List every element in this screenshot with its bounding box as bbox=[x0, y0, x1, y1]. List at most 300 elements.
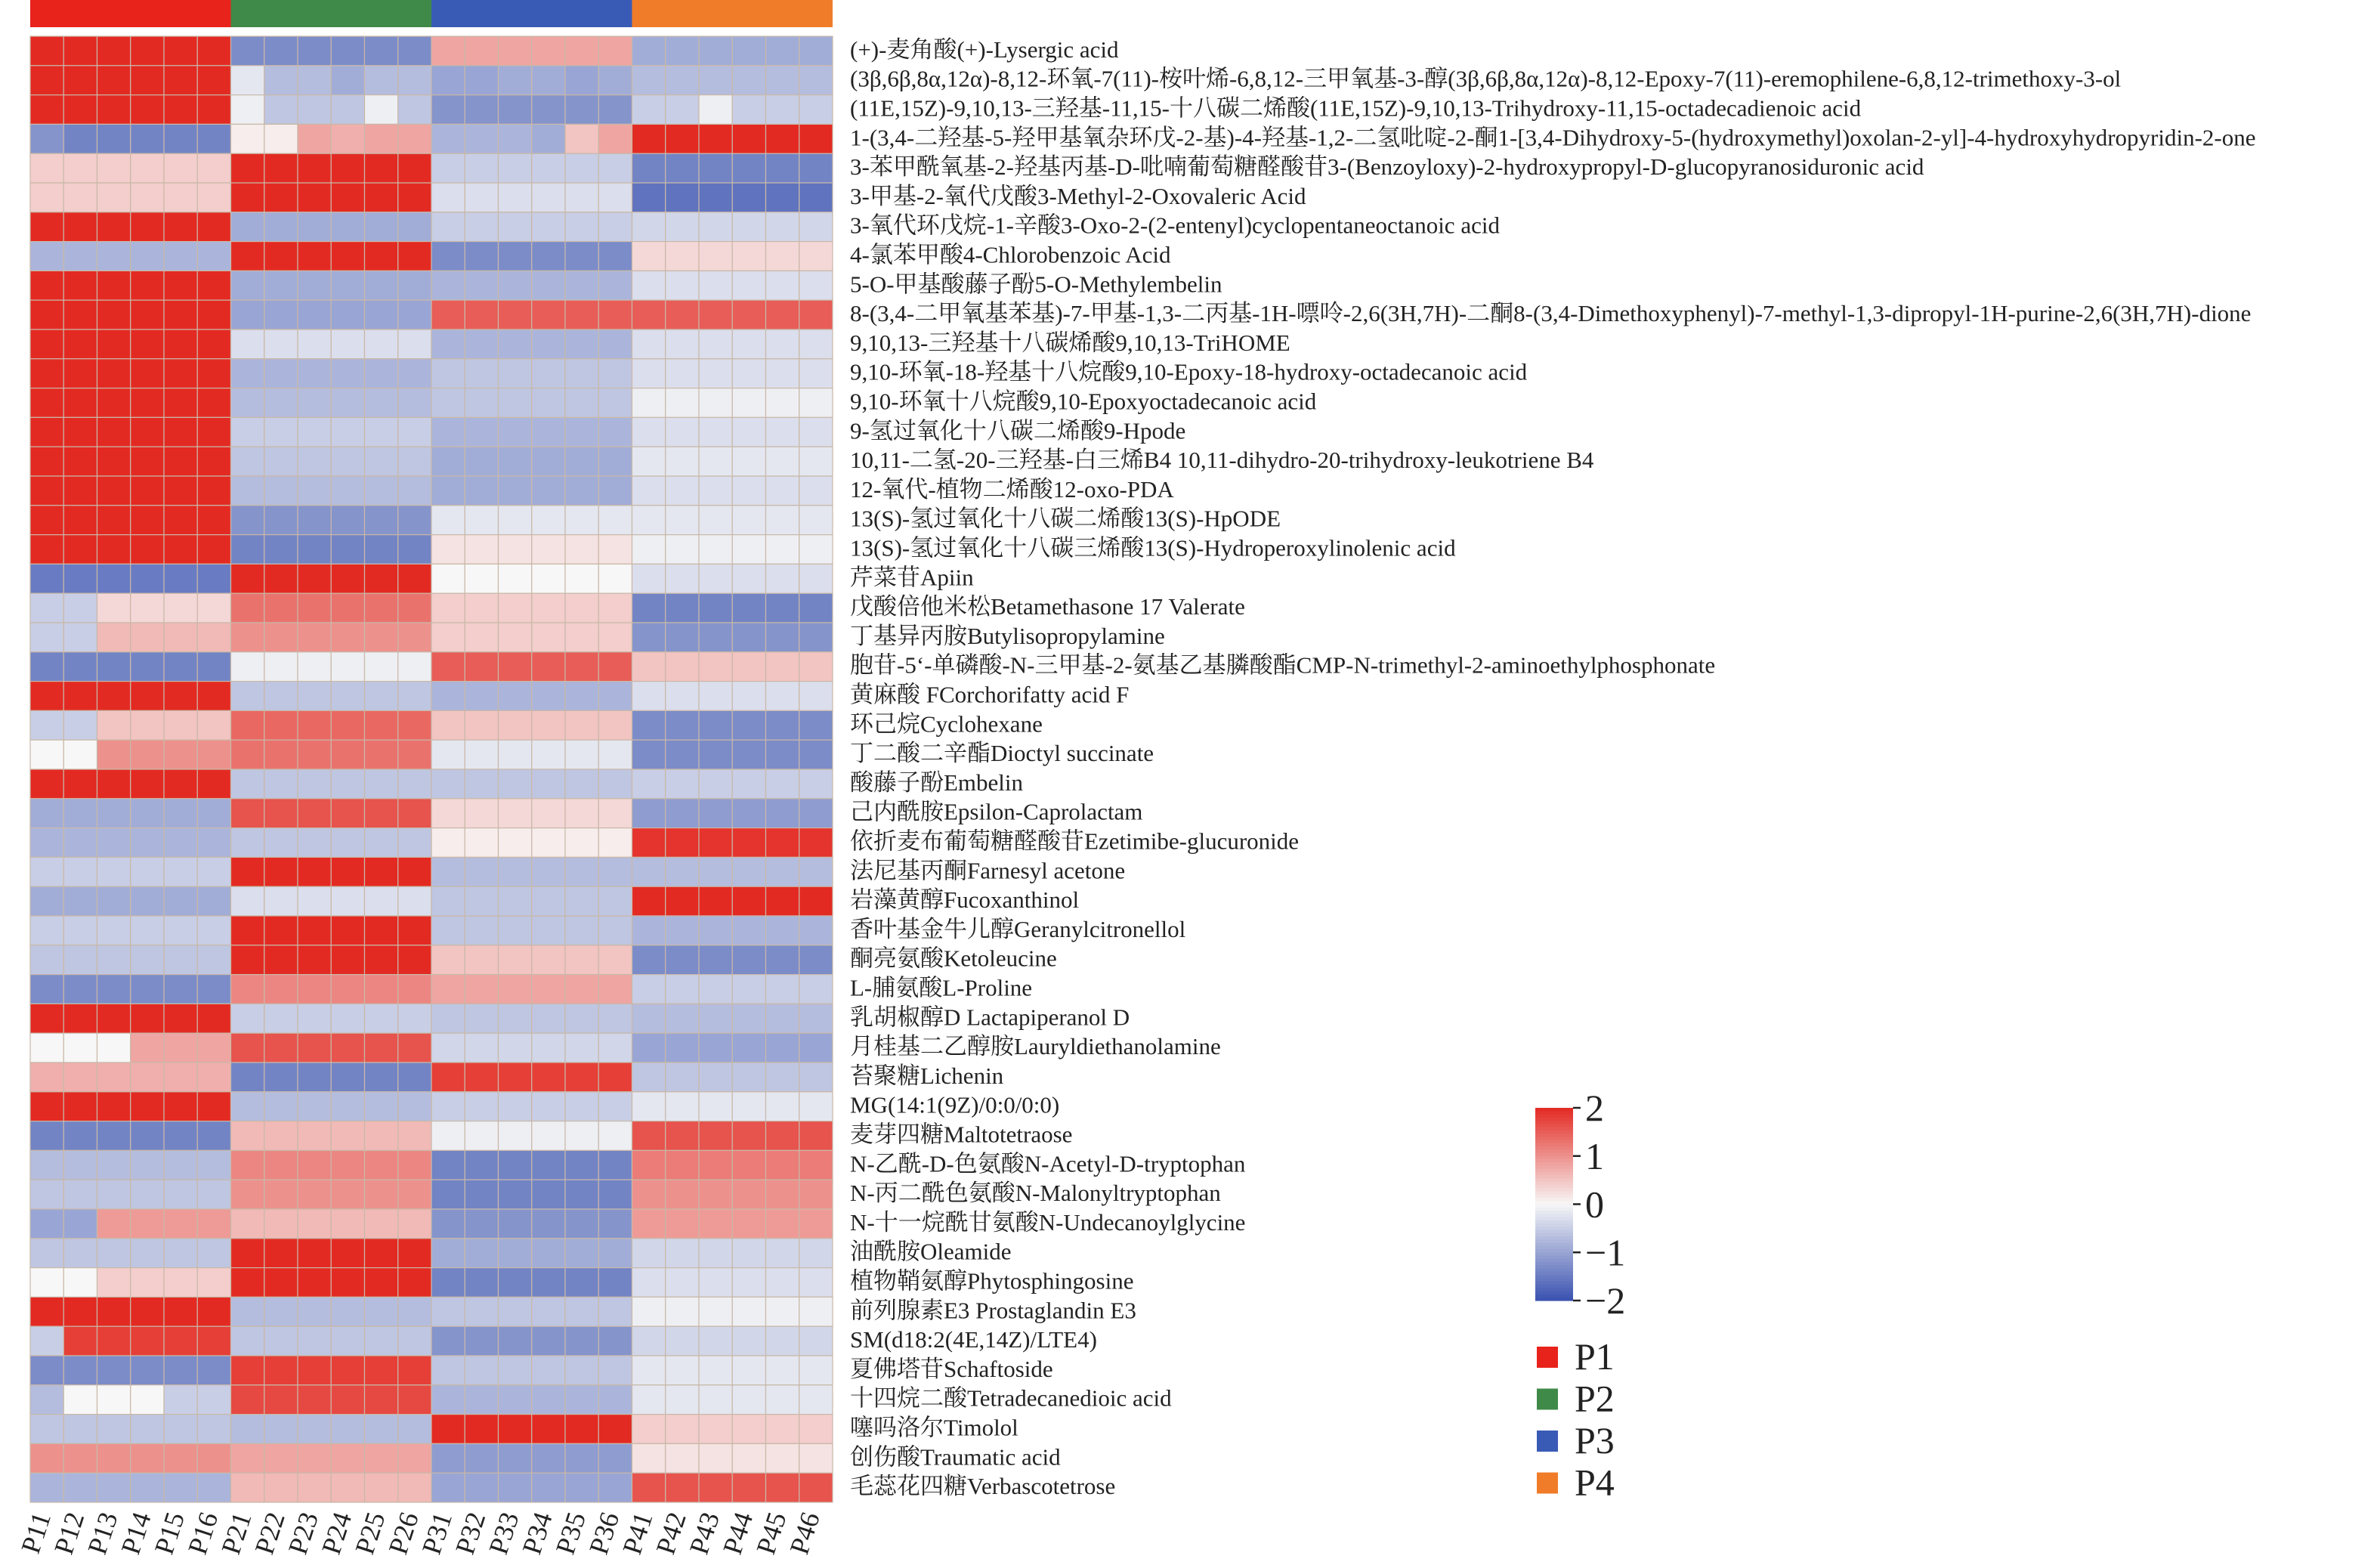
heatmap-cell bbox=[231, 300, 264, 329]
heatmap-cell bbox=[365, 1209, 398, 1239]
heatmap-cell bbox=[431, 1443, 465, 1473]
heatmap-cell bbox=[63, 1415, 97, 1444]
heatmap-cell bbox=[666, 886, 699, 916]
heatmap-cell bbox=[264, 242, 298, 271]
heatmap-cell bbox=[632, 857, 666, 886]
heatmap-cell bbox=[799, 535, 833, 564]
heatmap-cell bbox=[431, 886, 465, 916]
row-label: (11E,15Z)-9,10,13-三羟基-11,15-十八碳二烯酸(11E,15Z)-9,10,13-Trihydroxy-11,15-octadecadienoic acid bbox=[850, 94, 1862, 122]
row-label: 黄麻酸 FCorchorifatty acid F bbox=[850, 681, 1130, 708]
legend-label: P3 bbox=[1575, 1419, 1615, 1461]
heatmap-cell bbox=[632, 769, 666, 799]
heatmap-cell bbox=[30, 417, 63, 447]
heatmap-cell bbox=[131, 388, 164, 418]
heatmap-cell bbox=[365, 388, 398, 418]
heatmap-cell bbox=[565, 1180, 598, 1209]
heatmap-cell bbox=[398, 740, 431, 769]
heatmap-cell bbox=[598, 506, 632, 535]
heatmap-cell bbox=[264, 740, 298, 769]
heatmap-cell bbox=[799, 1443, 833, 1473]
heatmap-cell bbox=[197, 66, 230, 95]
color-scale-step bbox=[1535, 1143, 1573, 1147]
heatmap-cell bbox=[598, 388, 632, 418]
column-label: P43 bbox=[683, 1508, 726, 1558]
heatmap-cell bbox=[699, 329, 732, 359]
group-bar-P3 bbox=[431, 0, 632, 27]
heatmap-cell bbox=[197, 242, 230, 271]
heatmap-cell bbox=[766, 36, 799, 66]
heatmap-cell bbox=[431, 1239, 465, 1268]
heatmap-cell bbox=[63, 652, 97, 682]
heatmap-cell bbox=[632, 417, 666, 447]
heatmap-cell bbox=[30, 183, 63, 212]
heatmap-cell bbox=[598, 271, 632, 300]
heatmap-cell bbox=[598, 828, 632, 858]
heatmap-cell bbox=[97, 447, 131, 476]
color-scale-step bbox=[1535, 1153, 1573, 1157]
heatmap-cell bbox=[799, 799, 833, 828]
row-label: 噻吗洛尔Timolol bbox=[850, 1414, 1018, 1441]
heatmap-cell bbox=[197, 1356, 230, 1385]
heatmap-cell bbox=[499, 359, 532, 388]
heatmap-cell bbox=[565, 916, 598, 945]
heatmap-cell bbox=[598, 1092, 632, 1121]
row-label: 芹菜苷Apiin bbox=[850, 564, 974, 591]
heatmap-cell bbox=[532, 682, 565, 711]
heatmap-cell bbox=[164, 36, 197, 66]
heatmap-cell bbox=[398, 183, 431, 212]
heatmap-cell bbox=[532, 945, 565, 975]
heatmap-cell bbox=[465, 124, 498, 153]
heatmap-cell bbox=[331, 1033, 364, 1062]
heatmap-cell bbox=[331, 769, 364, 799]
heatmap-cell bbox=[164, 153, 197, 183]
heatmap-cell bbox=[298, 1121, 331, 1151]
heatmap-cell bbox=[365, 506, 398, 535]
legend-label: P2 bbox=[1575, 1377, 1615, 1420]
heatmap-cell bbox=[298, 1062, 331, 1092]
heatmap-cell bbox=[598, 1121, 632, 1151]
heatmap-cell bbox=[666, 652, 699, 682]
heatmap-cell bbox=[197, 36, 230, 66]
heatmap-cell bbox=[632, 329, 666, 359]
heatmap-cell bbox=[264, 1268, 298, 1298]
heatmap-cell bbox=[431, 1092, 465, 1121]
heatmap-cell bbox=[732, 828, 765, 858]
heatmap-cell bbox=[532, 1033, 565, 1062]
color-scale-step bbox=[1535, 1272, 1573, 1276]
heatmap-cell bbox=[164, 417, 197, 447]
heatmap-cell bbox=[532, 769, 565, 799]
heatmap-cell bbox=[231, 271, 264, 300]
heatmap-cell bbox=[465, 916, 498, 945]
heatmap-cell bbox=[97, 1092, 131, 1121]
heatmap-cell bbox=[63, 564, 97, 593]
row-label: 酮亮氨酸Ketoleucine bbox=[850, 945, 1057, 972]
heatmap-cell bbox=[766, 535, 799, 564]
heatmap-cell bbox=[666, 153, 699, 183]
heatmap-cell bbox=[532, 447, 565, 476]
color-scale-step bbox=[1535, 1285, 1573, 1288]
heatmap-cell bbox=[465, 1062, 498, 1092]
heatmap-cell bbox=[231, 1268, 264, 1298]
heatmap-cell bbox=[699, 300, 732, 329]
heatmap-cell bbox=[632, 799, 666, 828]
heatmap-cell bbox=[164, 799, 197, 828]
heatmap-cell bbox=[532, 652, 565, 682]
heatmap-cell bbox=[331, 1062, 364, 1092]
heatmap-cell bbox=[431, 1415, 465, 1444]
heatmap-cell bbox=[766, 1268, 799, 1298]
heatmap-cell bbox=[97, 1443, 131, 1473]
heatmap-cell bbox=[431, 1150, 465, 1180]
heatmap-cell bbox=[30, 1062, 63, 1092]
heatmap-cell bbox=[197, 740, 230, 769]
heatmap-cell bbox=[365, 828, 398, 858]
heatmap-cell bbox=[699, 769, 732, 799]
heatmap-cell bbox=[565, 153, 598, 183]
heatmap-cell bbox=[264, 1209, 298, 1239]
heatmap-cell bbox=[666, 329, 699, 359]
heatmap-cell bbox=[131, 710, 164, 740]
heatmap-cell bbox=[565, 769, 598, 799]
heatmap-cell bbox=[131, 1004, 164, 1033]
heatmap-cell bbox=[465, 682, 498, 711]
heatmap-cell bbox=[264, 857, 298, 886]
heatmap-cell bbox=[666, 1415, 699, 1444]
heatmap-cell bbox=[331, 593, 364, 623]
heatmap-cell bbox=[799, 212, 833, 242]
heatmap-cell bbox=[331, 1121, 364, 1151]
heatmap-cell bbox=[63, 1268, 97, 1298]
heatmap-cell bbox=[598, 153, 632, 183]
heatmap-cell bbox=[431, 1356, 465, 1385]
heatmap-cell bbox=[331, 564, 364, 593]
heatmap-cell bbox=[331, 476, 364, 506]
heatmap-cell bbox=[63, 300, 97, 329]
heatmap-cell bbox=[431, 769, 465, 799]
heatmap-cell bbox=[264, 710, 298, 740]
heatmap-cell bbox=[799, 447, 833, 476]
heatmap-cell bbox=[197, 1326, 230, 1356]
heatmap-cell bbox=[532, 916, 565, 945]
heatmap-cell bbox=[732, 564, 765, 593]
heatmap-cell bbox=[30, 682, 63, 711]
color-scale-step bbox=[1535, 1230, 1573, 1234]
heatmap-cell bbox=[499, 417, 532, 447]
heatmap-cell bbox=[699, 828, 732, 858]
heatmap-cell bbox=[63, 36, 97, 66]
row-label: 月桂基二乙醇胺Lauryldiethanolamine bbox=[850, 1033, 1221, 1060]
heatmap-cell bbox=[131, 1473, 164, 1502]
heatmap-cell bbox=[598, 300, 632, 329]
heatmap-cell bbox=[598, 1356, 632, 1385]
group-annotation-bar bbox=[30, 0, 833, 27]
heatmap-cell bbox=[63, 740, 97, 769]
column-labels bbox=[15, 1508, 826, 1558]
heatmap-cell bbox=[532, 66, 565, 95]
heatmap-cell bbox=[197, 1209, 230, 1239]
heatmap-cell bbox=[699, 95, 732, 125]
heatmap-cell bbox=[799, 1033, 833, 1062]
heatmap-cell bbox=[30, 300, 63, 329]
heatmap-cell bbox=[365, 1121, 398, 1151]
column-label: P32 bbox=[449, 1508, 492, 1558]
color-scale-step bbox=[1535, 1149, 1573, 1153]
heatmap-cell bbox=[666, 506, 699, 535]
heatmap-cell bbox=[431, 1033, 465, 1062]
heatmap-cell bbox=[499, 1150, 532, 1180]
color-scale-step bbox=[1535, 1220, 1573, 1224]
heatmap-cell bbox=[499, 769, 532, 799]
heatmap-cell bbox=[532, 740, 565, 769]
heatmap-cell bbox=[231, 828, 264, 858]
heatmap-cell bbox=[131, 975, 164, 1004]
heatmap-cell bbox=[565, 329, 598, 359]
heatmap-cell bbox=[231, 1385, 264, 1415]
heatmap-cell bbox=[465, 975, 498, 1004]
heatmap-cell bbox=[431, 300, 465, 329]
heatmap-cell bbox=[799, 1004, 833, 1033]
heatmap-cell bbox=[532, 886, 565, 916]
heatmap-cell bbox=[131, 1209, 164, 1239]
heatmap-cell bbox=[164, 623, 197, 652]
heatmap-cell bbox=[431, 535, 465, 564]
heatmap-cell bbox=[499, 1297, 532, 1326]
heatmap-cell bbox=[365, 886, 398, 916]
heatmap-cell bbox=[30, 710, 63, 740]
heatmap-cell bbox=[632, 66, 666, 95]
heatmap-cell bbox=[699, 1473, 732, 1502]
color-scale-step bbox=[1535, 1146, 1573, 1150]
heatmap-cell bbox=[766, 417, 799, 447]
row-label: N-十一烷酰甘氨酸N-Undecanoylglycine bbox=[850, 1208, 1246, 1236]
heatmap-cell bbox=[732, 447, 765, 476]
heatmap-cell bbox=[598, 1239, 632, 1268]
heatmap-cell bbox=[499, 1092, 532, 1121]
heatmap-cell bbox=[331, 1092, 364, 1121]
heatmap-cell bbox=[598, 1209, 632, 1239]
heatmap-cell bbox=[499, 388, 532, 418]
heatmap-cell bbox=[565, 799, 598, 828]
heatmap-cell bbox=[766, 1297, 799, 1326]
heatmap-cell bbox=[30, 447, 63, 476]
heatmap-cell bbox=[331, 36, 364, 66]
heatmap-cell bbox=[499, 593, 532, 623]
heatmap-cell bbox=[164, 1062, 197, 1092]
heatmap-cell bbox=[799, 886, 833, 916]
heatmap-cell bbox=[499, 710, 532, 740]
heatmap-cell bbox=[131, 1092, 164, 1121]
heatmap-cell bbox=[431, 124, 465, 153]
heatmap-cell bbox=[766, 1004, 799, 1033]
heatmap-cell bbox=[365, 271, 398, 300]
heatmap-cell bbox=[97, 271, 131, 300]
heatmap-cell bbox=[666, 359, 699, 388]
heatmap-cell bbox=[666, 388, 699, 418]
heatmap-cell bbox=[97, 95, 131, 125]
heatmap-cell bbox=[499, 506, 532, 535]
color-scale-tick-label: −1 bbox=[1585, 1231, 1626, 1274]
column-label: P22 bbox=[249, 1508, 291, 1558]
heatmap-cell bbox=[30, 153, 63, 183]
heatmap-cell bbox=[499, 66, 532, 95]
row-label: 毛蕊花四糖Verbascotetrose bbox=[850, 1473, 1116, 1500]
heatmap-cell bbox=[732, 1326, 765, 1356]
heatmap-cell bbox=[398, 1443, 431, 1473]
heatmap-cell bbox=[131, 1033, 164, 1062]
column-label: P11 bbox=[15, 1508, 57, 1557]
heatmap-cell bbox=[532, 95, 565, 125]
heatmap-cell bbox=[499, 212, 532, 242]
heatmap-cell bbox=[799, 1415, 833, 1444]
heatmap-cell bbox=[365, 476, 398, 506]
legend-swatch-P1 bbox=[1537, 1347, 1558, 1368]
heatmap-cell bbox=[231, 799, 264, 828]
heatmap-cell bbox=[799, 1297, 833, 1326]
heatmap-cell bbox=[699, 1443, 732, 1473]
heatmap-cell bbox=[264, 593, 298, 623]
heatmap-cell bbox=[799, 329, 833, 359]
heatmap-cell bbox=[598, 535, 632, 564]
heatmap-cell bbox=[666, 1326, 699, 1356]
heatmap-cell bbox=[197, 945, 230, 975]
heatmap-cell bbox=[799, 740, 833, 769]
heatmap-cell bbox=[97, 242, 131, 271]
heatmap-cell bbox=[264, 916, 298, 945]
heatmap-cell bbox=[632, 476, 666, 506]
heatmap-cell bbox=[499, 36, 532, 66]
heatmap-cell bbox=[499, 535, 532, 564]
color-scale-step bbox=[1535, 1115, 1573, 1118]
row-label: 苔聚糖Lichenin bbox=[850, 1062, 1004, 1089]
heatmap-cell bbox=[632, 564, 666, 593]
heatmap-cell bbox=[799, 1062, 833, 1092]
heatmap-cell bbox=[164, 945, 197, 975]
heatmap-cell bbox=[699, 506, 732, 535]
heatmap-cell bbox=[298, 769, 331, 799]
heatmap-cell bbox=[799, 975, 833, 1004]
heatmap-cell bbox=[131, 153, 164, 183]
heatmap-cell bbox=[732, 66, 765, 95]
heatmap-cell bbox=[264, 1473, 298, 1502]
heatmap-cell bbox=[365, 769, 398, 799]
heatmap-cell bbox=[30, 535, 63, 564]
heatmap-cell bbox=[131, 66, 164, 95]
heatmap-cells bbox=[30, 36, 833, 1502]
heatmap-cell bbox=[298, 417, 331, 447]
heatmap-cell bbox=[632, 945, 666, 975]
heatmap-cell bbox=[197, 476, 230, 506]
heatmap-cell bbox=[766, 799, 799, 828]
heatmap-cell bbox=[732, 769, 765, 799]
row-label: 夏佛塔苷Schaftoside bbox=[850, 1355, 1053, 1382]
heatmap-cell bbox=[331, 652, 364, 682]
row-label: 丁二酸二辛酯Dioctyl succinate bbox=[850, 740, 1154, 767]
heatmap-cell bbox=[398, 1092, 431, 1121]
heatmap-cell bbox=[365, 1180, 398, 1209]
heatmap-cell bbox=[499, 1062, 532, 1092]
heatmap-cell bbox=[766, 682, 799, 711]
heatmap-cell bbox=[632, 682, 666, 711]
heatmap-cell bbox=[365, 1239, 398, 1268]
heatmap-cell bbox=[565, 1239, 598, 1268]
color-scale-step bbox=[1535, 1108, 1573, 1112]
heatmap-cell bbox=[365, 593, 398, 623]
row-label: 4-氯苯甲酸4-Chlorobenzoic Acid bbox=[850, 241, 1171, 268]
heatmap-cell bbox=[97, 1297, 131, 1326]
heatmap-cell bbox=[598, 1062, 632, 1092]
heatmap-cell bbox=[732, 886, 765, 916]
row-label: 13(S)-氢过氧化十八碳二烯酸13(S)-HpODE bbox=[850, 505, 1281, 532]
heatmap-cell bbox=[30, 506, 63, 535]
heatmap-cell bbox=[131, 300, 164, 329]
heatmap-cell bbox=[164, 1385, 197, 1415]
heatmap-cell bbox=[532, 828, 565, 858]
color-scale-step bbox=[1535, 1140, 1573, 1144]
heatmap-cell bbox=[431, 593, 465, 623]
heatmap-cell bbox=[598, 1150, 632, 1180]
heatmap-cell bbox=[398, 1239, 431, 1268]
heatmap-cell bbox=[365, 1004, 398, 1033]
heatmap-cell bbox=[666, 1239, 699, 1268]
heatmap-cell bbox=[799, 506, 833, 535]
heatmap-cell bbox=[365, 183, 398, 212]
heatmap-cell bbox=[766, 828, 799, 858]
heatmap-cell bbox=[565, 447, 598, 476]
heatmap-cell bbox=[131, 857, 164, 886]
heatmap-cell bbox=[197, 271, 230, 300]
color-scale-step bbox=[1535, 1131, 1573, 1134]
heatmap-cell bbox=[331, 828, 364, 858]
heatmap-cell bbox=[431, 329, 465, 359]
heatmap-cell bbox=[231, 623, 264, 652]
color-scale-step bbox=[1535, 1195, 1573, 1199]
group-bar-P1 bbox=[30, 0, 231, 27]
heatmap-cell bbox=[632, 828, 666, 858]
heatmap-cell bbox=[164, 506, 197, 535]
heatmap-cell bbox=[97, 300, 131, 329]
heatmap-cell bbox=[197, 1033, 230, 1062]
heatmap-cell bbox=[164, 183, 197, 212]
heatmap-cell bbox=[565, 1415, 598, 1444]
row-label: N-丙二酰色氨酸N-Malonyltryptophan bbox=[850, 1180, 1221, 1207]
heatmap-cell bbox=[565, 740, 598, 769]
heatmap-cell bbox=[799, 388, 833, 418]
heatmap-cell bbox=[197, 652, 230, 682]
heatmap-cell bbox=[398, 417, 431, 447]
color-scale-step bbox=[1535, 1137, 1573, 1140]
heatmap-cell bbox=[465, 593, 498, 623]
heatmap-cell bbox=[264, 1239, 298, 1268]
heatmap-cell bbox=[632, 1209, 666, 1239]
heatmap-cell bbox=[398, 36, 431, 66]
heatmap-cell bbox=[565, 36, 598, 66]
heatmap-cell bbox=[499, 886, 532, 916]
heatmap-cell bbox=[699, 36, 732, 66]
heatmap-cell bbox=[732, 1415, 765, 1444]
heatmap-cell bbox=[431, 506, 465, 535]
heatmap-cell bbox=[63, 916, 97, 945]
heatmap-cell bbox=[598, 1268, 632, 1298]
row-label: SM(d18:2(4E,14Z)/LTE4) bbox=[850, 1326, 1097, 1353]
heatmap-cell bbox=[565, 682, 598, 711]
heatmap-cell bbox=[666, 1121, 699, 1151]
heatmap-cell bbox=[666, 1473, 699, 1502]
heatmap-cell bbox=[131, 1180, 164, 1209]
heatmap-cell bbox=[231, 710, 264, 740]
heatmap-cell bbox=[431, 1326, 465, 1356]
